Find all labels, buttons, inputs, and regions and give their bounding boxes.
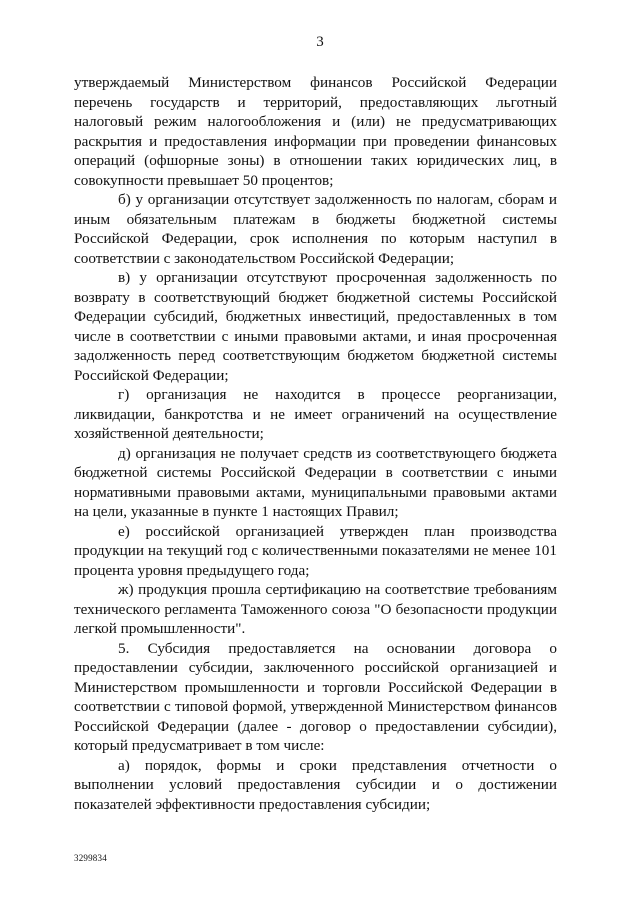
paragraph-item-a: а) порядок, формы и сроки представления отчетности о выполнении условий предоставления субсидии и о достижении показателей эффективности предоставления субсидии; [74,756,557,813]
paragraph-continuation: утверждаемый Министерством финансов Российской Федерации перечень государств и территорий, предоставляющих льготный налоговый режим налогообложения и (или) не предусматривающих раскрытия и предоставления информации при проведении финансовых операций (офшорные зоны) в отношении таких юридических лиц, в совокупности превышает 50 процентов; [74,74,557,189]
paragraph-item-d: д) организация не получает средств из соответствующего бюджета бюджетной системы Российской Федерации в соответствии с иными нормативными правовыми актами, муниципальными правовыми актами на цели, указанные в пункте 1 настоящих Правил; [74,444,557,520]
document-body [74,73,557,814]
document-code: 3299834 [74,853,107,863]
paragraph-item-zh: ж) продукция прошла сертификацию на соответствие требованиям технического регламента Таможенного союза "О безопасности продукции легкой промышленности". [74,581,557,637]
paragraph-section-5: 5. Субсидия предоставляется на основании договора о предоставлении субсидии, заключенного российской организацией и Министерством промышленности и торговли Российской Федерации в соответствии с типовой формой, утвержденной Министерством финансов Российской Федерации (далее - договор о предоставлении субсидии), который предусматривает в том числе: [74,639,557,754]
paragraph-item-v: в) у организации отсутствуют просроченная задолженность по возврату в соответствующий бюджет бюджетной системы Российской Федерации субсидий, бюджетных инвестиций, предоставленных в том числе в соответствии с иными правовыми актами, и иная просроченная задолженность перед соответствующим бюджетом бюджетной системы Российской Федерации; [74,269,557,384]
page-number: 3 [316,34,324,50]
paragraph-item-e: е) российской организацией утвержден план производства продукции на текущий год с количественными показателями не менее 101 процента уровня предыдущего года; [74,522,557,579]
paragraph-item-b: б) у организации отсутствует задолженность по налогам, сборам и иным обязательным платежам в бюджеты бюджетной системы Российской Федерации, срок исполнения по которым наступил в соответствии с законодательством Российской Федерации; [74,191,557,267]
paragraph-item-g: г) организация не находится в процессе реорганизации, ликвидации, банкротства и не имеет ограничений на осуществление хозяйственной деятельности; [74,386,557,442]
